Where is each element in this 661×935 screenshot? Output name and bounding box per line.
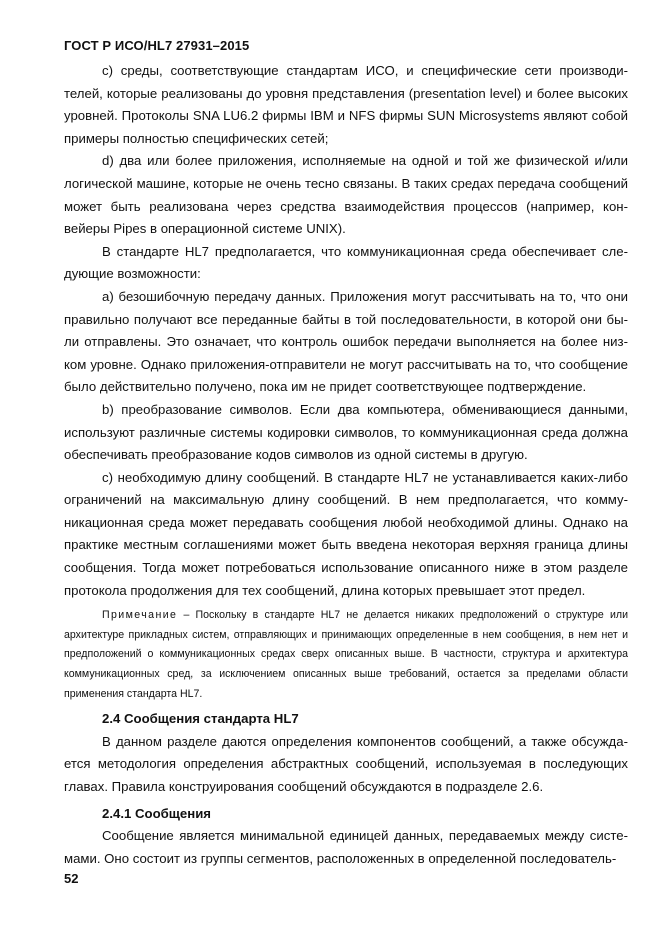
paragraph-message-definition: Сообщение является минимальной единицей данных, передаваемых между системами. Оно состоит из группы сегментов, расположенных в определенной последователь- xyxy=(64,828,628,866)
paragraph-item-a-error-free: a) безошибочную передачу данных. Приложения могут рассчитывать на то, что они правильно получают все переданные байты в той последовательности, в которой они были отправлены. Это означает, что контроль ошибок передачи выполняется на более низком уровне. Однако приложения-отправители не могут рассчитывать на то, что сообщение было действительно получено, пока им не придет соответствующее подтверждение. xyxy=(64,288,628,395)
paragraph-item-c-environments: c) среды, соответствующие стандартам ИСО, и специфические сети производителей, которые реализованы до уровня представления (presentation level) и более высоких уровней. Протоколы SNA LU6.2 фирмы IBM и NFS фирмы SUN Microsystems являют собой примеры полностью специфических сетей; xyxy=(64,63,628,146)
paragraph-capabilities-intro: В стандарте HL7 предполагается, что коммуникационная среда обеспечивает следующие возможности: xyxy=(64,243,628,282)
note-label: Примечание xyxy=(102,609,178,622)
paragraph-item-b-char-conversion: b) преобразование символов. Если два компьютера, обменивающиеся данными, используют различные системы кодировки символов, то коммуникационная среда должна обеспечивать преобразование кодов символов из одной системы в другую. xyxy=(64,401,628,463)
paragraph-item-c-message-length: c) необходимую длину сообщений. В стандарте HL7 не устанавливается каких-либо ограничений на максимальную длину сообщений. В нем предполагается, что коммуникационная среда может передавать сообщения любой необходимой длины. Однако на практике местным соглашениями может быть введена некоторая верхняя граница длины сообщения. Тогда может потребоваться использование описанного ниже в этом разделе протокола продолжения для тех сообщений, длина которых превышает этот предел. xyxy=(64,469,628,598)
document-body xyxy=(64,60,628,870)
note-paragraph xyxy=(64,606,628,704)
section-heading-2-4-1: 2.4.1 Сообщения xyxy=(102,805,212,821)
section-heading-2-4: 2.4 Сообщения стандарта HL7 xyxy=(102,711,299,727)
paragraph-item-d-applications: d) два или более приложения, исполняемые на одной и той же физической и/или логической машине, которые не очень тесно связаны. В таких средах передача сообщений может быть реализована через средства взаимодействия процессов (например, конвейеры Pipes в операционной системе UNIX). xyxy=(64,153,628,237)
paragraph-section-intro: В данном разделе даются определения компонентов сообщений, а также обсуждается методология определения абстрактных сообщений, используемая в последующих главах. Правила конструирования сообщений обсуждаются в подразделе 2.6. xyxy=(64,733,628,794)
document-header: ГОСТ Р ИСО/HL7 27931–2015 xyxy=(64,38,250,53)
page-number: 52 xyxy=(64,871,79,886)
note-text: – Поскольку в стандарте HL7 не делается никаких предположений о структуре или архитектуре прикладных систем, отправляющих и принимающих определенные в нем сообщения, в нем нет и предположений о коммуникационных средах сверх описанных выше. В частности, структура и архитектура коммуникационных сред, за исключением описанных выше требований, остается за пределами области применения стандарта HL7. xyxy=(64,609,628,700)
